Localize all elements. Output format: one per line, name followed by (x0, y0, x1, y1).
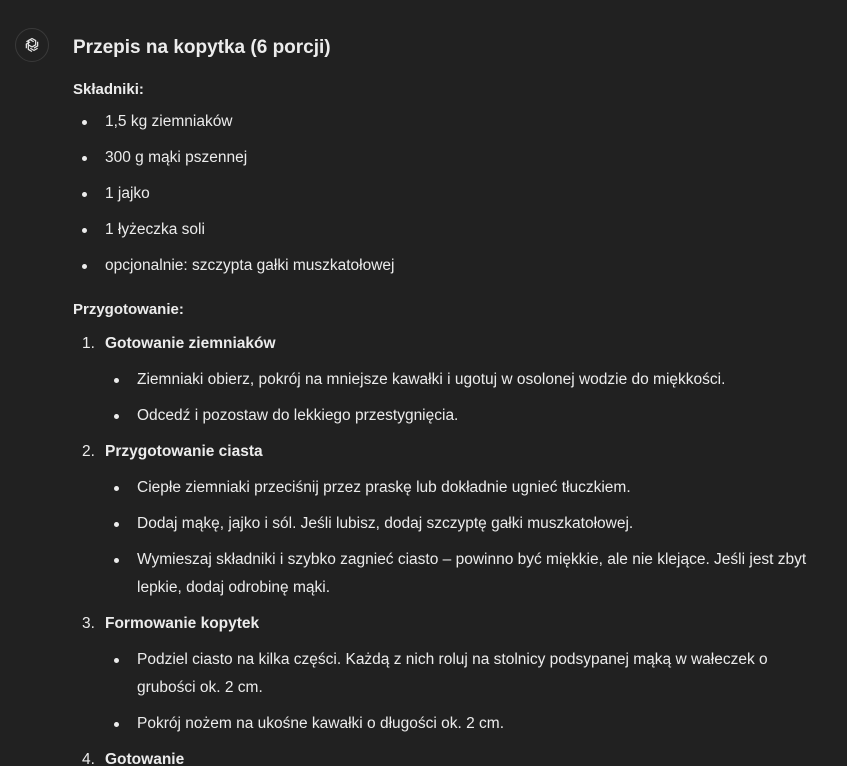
step-number: 3. (82, 615, 95, 632)
openai-logo-icon (22, 35, 42, 55)
ingredients-list (73, 108, 813, 280)
ingredient-item: 1 łyżeczka soli (73, 216, 813, 244)
assistant-avatar (15, 28, 49, 62)
step-item (73, 610, 813, 738)
step-title: Gotowanie (105, 751, 185, 766)
step-heading (73, 746, 813, 766)
step-number: 1. (82, 335, 95, 352)
step-substep-item: Ziemniaki obierz, pokrój na mniejsze kawałki i ugotuj w osolonej wodzie do miękkości. (73, 366, 813, 394)
step-substep-item: Odcedź i pozostaw do lekkiego przestygnięcia. (73, 402, 813, 430)
step-substep-item: Ciepłe ziemniaki przeciśnij przez praskę lub dokładnie ugnieć tłuczkiem. (73, 474, 813, 502)
step-substep-item: Pokrój nożem na ukośne kawałki o długości ok. 2 cm. (73, 710, 813, 738)
assistant-message (73, 34, 813, 766)
step-substeps (73, 646, 813, 738)
step-heading (73, 610, 813, 638)
step-item (73, 746, 813, 766)
step-heading (73, 438, 813, 466)
steps-list (73, 330, 813, 766)
step-heading (73, 330, 813, 358)
recipe-title: Przepis na kopytka (6 porcji) (73, 37, 331, 58)
ingredient-item: opcjonalnie: szczypta gałki muszkatołowej (73, 252, 813, 280)
ingredients-heading: Składniki: (73, 81, 144, 98)
step-title: Formowanie kopytek (105, 615, 260, 632)
ingredient-item: 1 jajko (73, 180, 813, 208)
preparation-heading: Przygotowanie: (73, 301, 184, 318)
step-number: 4. (82, 751, 95, 766)
step-substeps (73, 474, 813, 602)
ingredient-item: 1,5 kg ziemniaków (73, 108, 813, 136)
step-title: Przygotowanie ciasta (105, 443, 263, 460)
step-substep-item: Wymieszaj składniki i szybko zagnieć ciasto – powinno być miękkie, ale nie klejące. Jeśli jest zbyt lepkie, dodaj odrobinę mąki. (73, 546, 813, 602)
step-item (73, 438, 813, 602)
ingredient-item: 300 g mąki pszennej (73, 144, 813, 172)
step-substep-item: Dodaj mąkę, jajko i sól. Jeśli lubisz, dodaj szczyptę gałki muszkatołowej. (73, 510, 813, 538)
step-item (73, 330, 813, 430)
step-substeps (73, 366, 813, 430)
step-title: Gotowanie ziemniaków (105, 335, 276, 352)
step-substep-item: Podziel ciasto na kilka części. Każdą z nich roluj na stolnicy podsypanej mąką w wałeczek o grubości ok. 2 cm. (73, 646, 813, 702)
step-number: 2. (82, 443, 95, 460)
